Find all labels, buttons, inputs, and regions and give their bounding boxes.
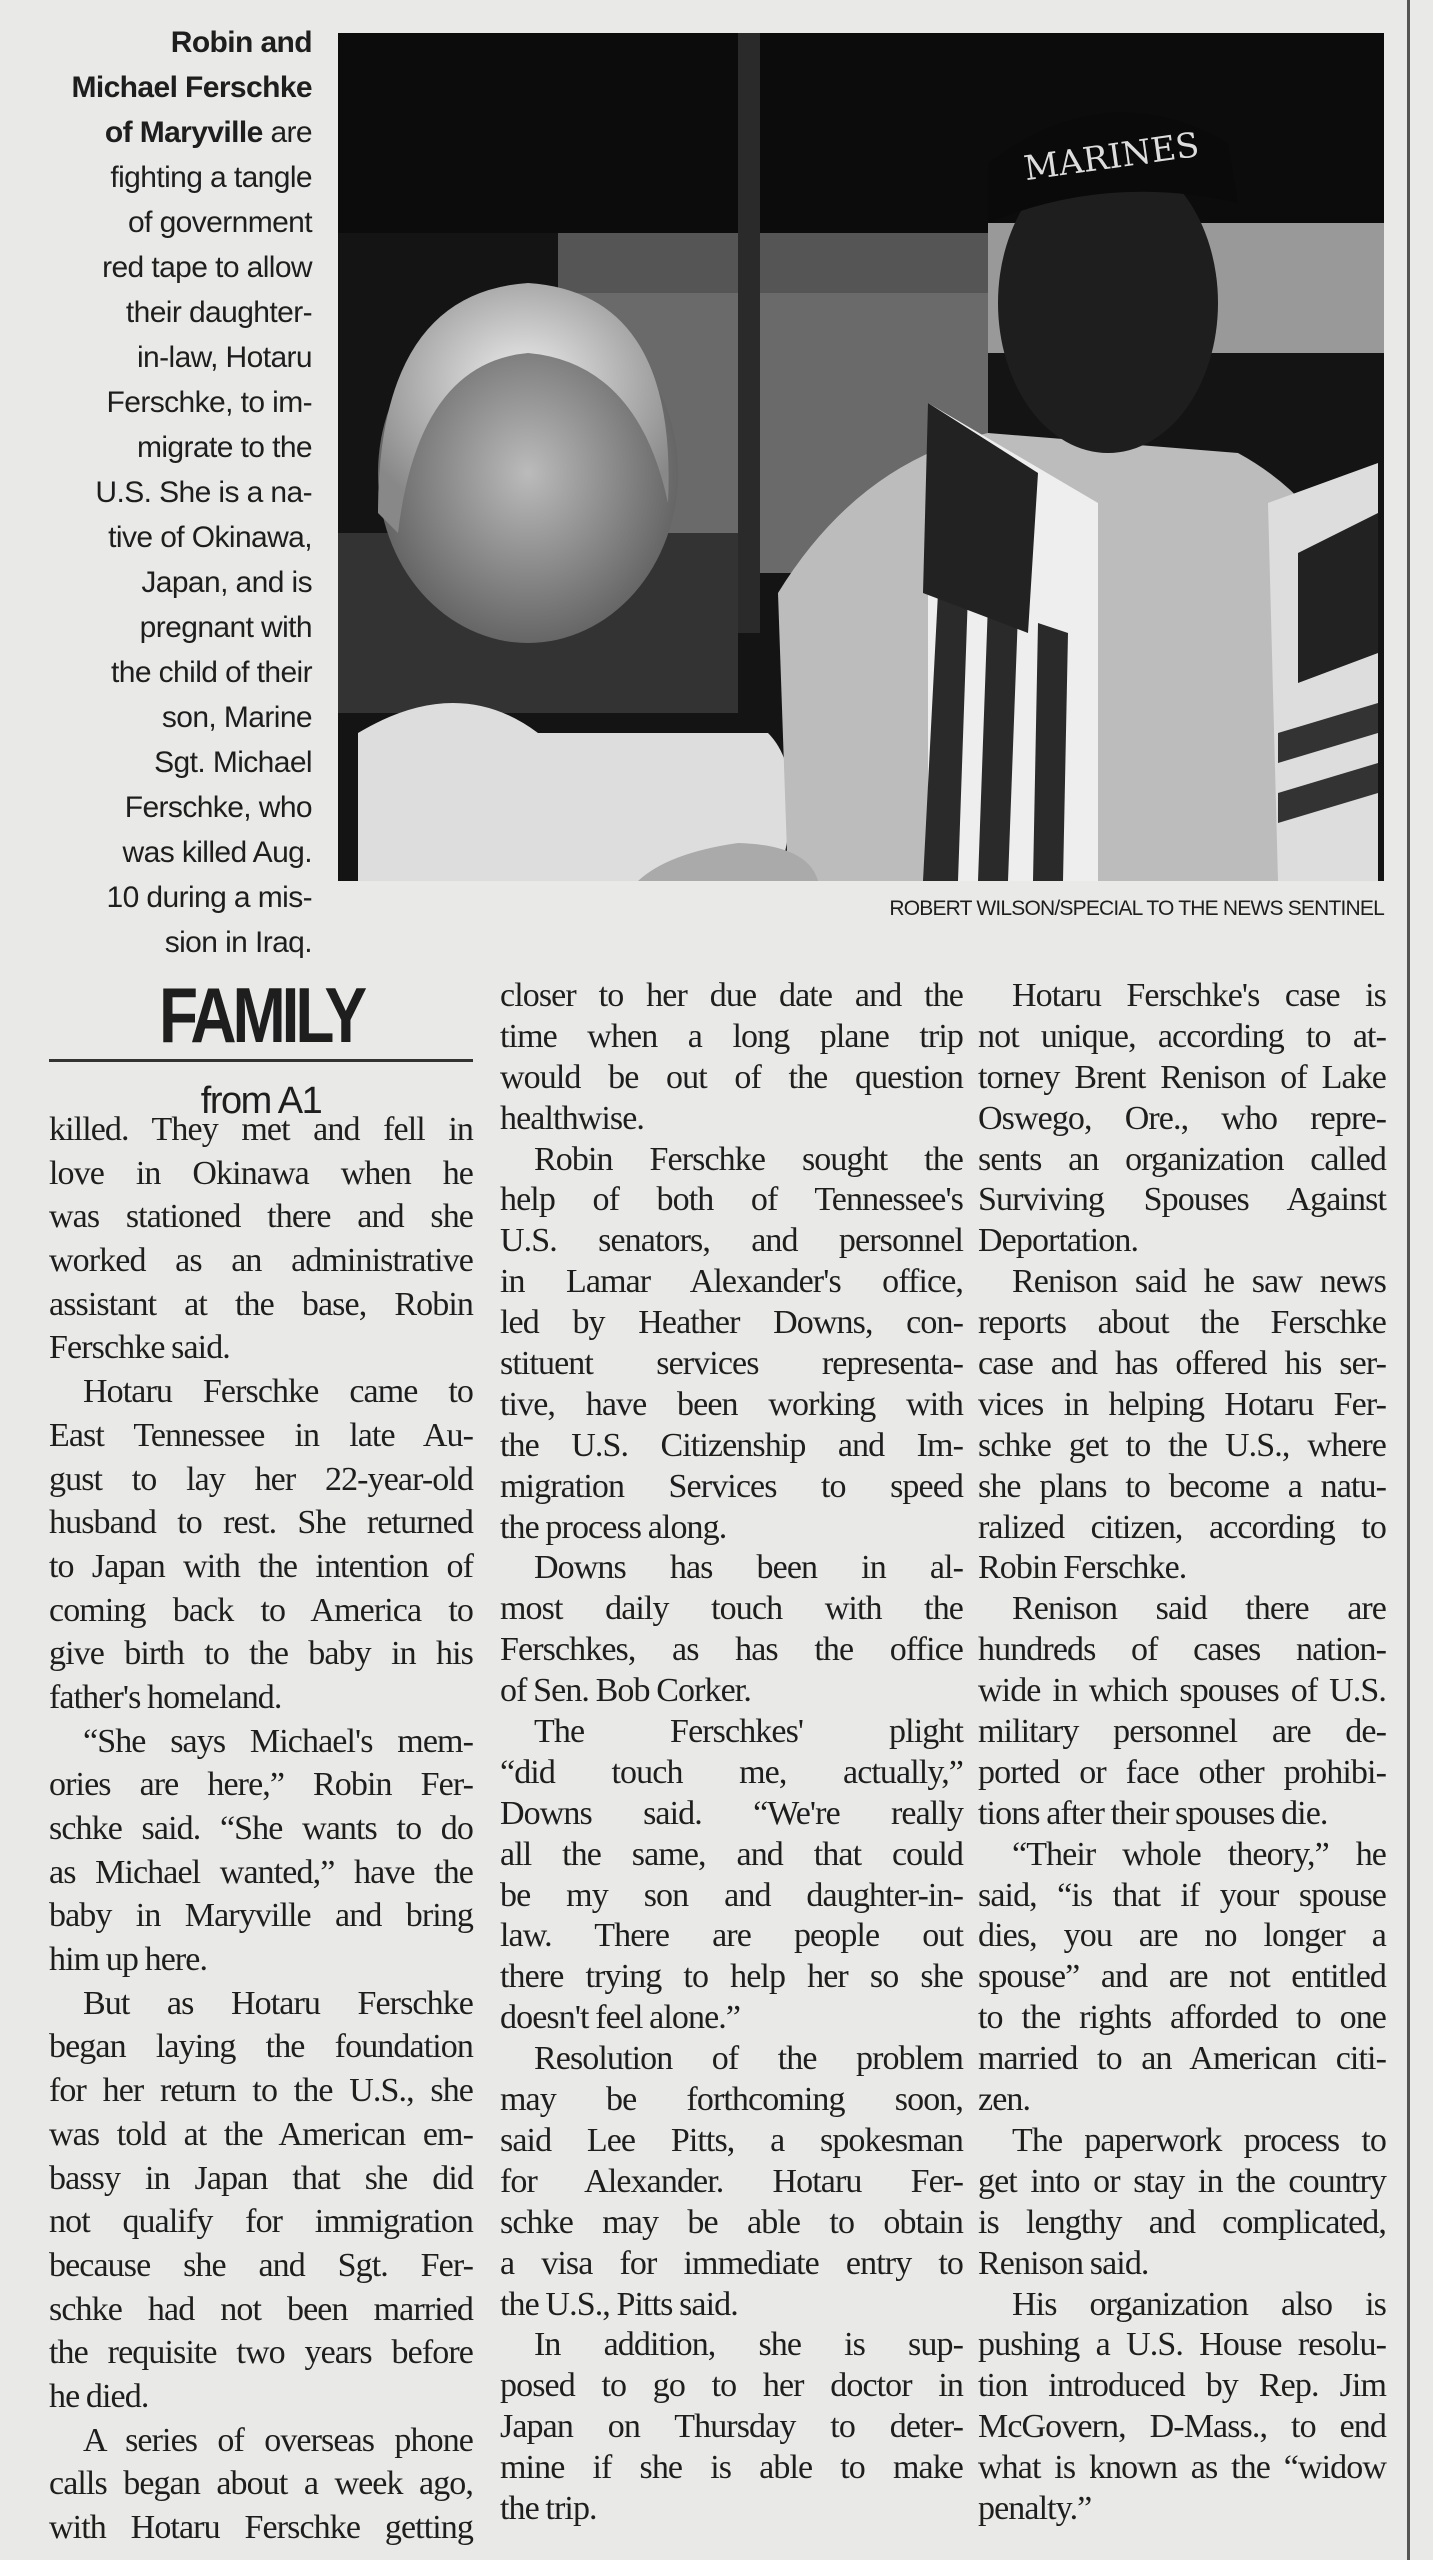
text-line: Renison said. <box>978 2244 1149 2282</box>
text-line: coming back to America to <box>49 1591 473 1629</box>
text-line: schke may be able to obtain <box>500 2203 963 2241</box>
jump-headline: FAMILY <box>158 971 364 1059</box>
text-line: not qualify for immigration <box>49 2203 473 2241</box>
article-column-1 <box>49 1108 473 2550</box>
text-line: closer to her due date and the <box>500 977 963 1014</box>
caption-text: tive of Okinawa, <box>108 521 312 554</box>
photo-image <box>338 33 1384 881</box>
text-line: Robin Ferschke. <box>978 1549 1187 1587</box>
caption-line <box>30 830 312 875</box>
column-rule <box>1407 0 1410 2560</box>
caption-text: 10 during a mis- <box>106 881 312 914</box>
text-line: ories are here,” Robin Fer- <box>49 1766 473 1804</box>
caption-text: son, Marine <box>161 701 312 734</box>
paragraph <box>49 1370 473 1720</box>
text-line: Resolution of the problem <box>534 2040 963 2078</box>
caption-bold-text: Robin and <box>170 26 312 59</box>
text-line: “Their whole theory,” he <box>1012 1835 1386 1873</box>
caption-line <box>30 425 312 470</box>
text-line: hundreds of cases nation- <box>978 1631 1386 1669</box>
caption-bold-text: Michael Ferschke <box>71 71 312 104</box>
text-line: Renison said he saw news <box>1012 1263 1386 1301</box>
text-line: Oswego, Ore., who repre- <box>978 1099 1386 1137</box>
caption-line <box>30 200 312 245</box>
text-line: East Tennessee in late Au- <box>49 1416 473 1454</box>
photo-credit: ROBERT WILSON/SPECIAL TO THE NEWS SENTINEL <box>889 897 1384 920</box>
text-line: schke said. “She wants to do <box>49 1810 473 1847</box>
text-line: baby in Maryville and bring <box>49 1897 473 1935</box>
paragraph <box>49 1720 473 1982</box>
caption-line <box>30 20 312 65</box>
text-line: calls began about a week ago, <box>49 2465 473 2503</box>
caption-text: Japan, and is <box>141 566 312 599</box>
text-line: The paperwork process to <box>1012 2121 1386 2159</box>
text-line: was stationed there and she <box>49 1198 473 1236</box>
text-line: doesn't feel alone.” <box>500 1999 741 2037</box>
text-line: may be forthcoming soon, <box>500 2081 963 2119</box>
text-line: to the rights afforded to one <box>978 1999 1386 2037</box>
caption-line <box>30 920 312 965</box>
text-line: the U.S. Citizenship and Im- <box>500 1426 963 1464</box>
text-line: a visa for immediate entry to <box>500 2244 963 2282</box>
text-line: dies, you are no longer a <box>978 1917 1386 1955</box>
text-line: ralized citizen, according to <box>978 1508 1386 1546</box>
hat-text: MARINES <box>1021 125 1202 190</box>
text-line: he died. <box>49 2377 149 2415</box>
text-line: said, “is that if your spouse <box>978 1876 1386 1914</box>
text-line: healthwise. <box>500 1099 644 1137</box>
text-line: worked as an administrative <box>49 1242 473 1280</box>
caption-line <box>30 155 312 200</box>
text-line: give birth to the baby in his <box>49 1635 473 1673</box>
caption-text: are <box>262 116 312 149</box>
caption-text: was killed Aug. <box>122 836 312 869</box>
text-line: bassy in Japan that she did <box>49 2159 473 2197</box>
text-line: with Hotaru Ferschke getting <box>49 2509 473 2546</box>
text-line: “She says Michael's mem- <box>83 1722 473 1760</box>
text-line: father's homeland. <box>49 1678 282 1716</box>
text-line: for Alexander. Hotaru Fer- <box>500 2162 963 2200</box>
text-line: time when a long plane trip <box>500 1017 963 1055</box>
caption-text: pregnant with <box>139 611 312 644</box>
paragraph <box>500 1140 963 1549</box>
text-line: tive, have been working with <box>500 1385 963 1423</box>
text-line: the process along. <box>500 1508 727 1546</box>
text-line: said Lee Pitts, a spokesman <box>500 2121 963 2159</box>
text-line: Hotaru Ferschke came to <box>83 1373 473 1411</box>
text-line: mine if she is able to make <box>500 2449 963 2487</box>
caption-line <box>30 560 312 605</box>
caption-line <box>30 245 312 290</box>
text-line: ported or face other prohibi- <box>978 1753 1386 1791</box>
text-line: A series of overseas phone <box>83 2421 473 2459</box>
text-line: Downs has been in al- <box>534 1549 963 1587</box>
text-line: because she and Sgt. Fer- <box>49 2246 473 2284</box>
text-line: most daily touch with the <box>500 1590 963 1628</box>
caption-line <box>30 695 312 740</box>
text-line: gust to lay her 22-year-old <box>49 1460 473 1498</box>
caption-text: migrate to the <box>136 431 312 464</box>
text-line: led by Heather Downs, con- <box>500 1304 963 1342</box>
photo-caption <box>30 20 312 965</box>
text-line: Ferschkes, as has the office <box>500 1631 963 1669</box>
text-line: penalty.” <box>978 2489 1092 2527</box>
paragraph <box>978 976 1386 1262</box>
text-line: Robin Ferschke sought the <box>534 1140 963 1178</box>
text-line: sents an organization called <box>978 1140 1386 1178</box>
caption-text: their daughter- <box>125 296 312 329</box>
caption-text: of government <box>128 206 312 239</box>
text-line: posed to go to her doctor in <box>500 2367 963 2405</box>
text-line: reports about the Ferschke <box>978 1304 1386 1342</box>
caption-text: red tape to allow <box>102 251 312 284</box>
text-line: not unique, according to at- <box>978 1017 1386 1055</box>
text-line: stituent services representa- <box>500 1345 963 1383</box>
caption-line <box>30 785 312 830</box>
text-line: But as Hotaru Ferschke <box>83 1984 473 2022</box>
text-line: is lengthy and complicated, <box>978 2203 1386 2241</box>
text-line: was told at the American em- <box>49 2115 473 2153</box>
caption-line <box>30 470 312 515</box>
text-line: get into or stay in the country <box>978 2162 1386 2200</box>
text-line: help of both of Tennessee's <box>500 1181 963 1219</box>
text-line: pushing a U.S. House resolu- <box>978 2326 1386 2364</box>
text-line: “did touch me, actually,” <box>500 1753 963 1791</box>
text-line: the requisite two years before <box>49 2334 473 2372</box>
paragraph <box>978 1589 1386 1834</box>
text-line: as Michael wanted,” have the <box>49 1853 473 1891</box>
paragraph <box>978 2121 1386 2285</box>
caption-line <box>30 740 312 785</box>
text-line: married to an American citi- <box>978 2040 1386 2078</box>
caption-line <box>30 380 312 425</box>
text-line: to Japan with the intention of <box>49 1547 473 1585</box>
paragraph <box>500 1548 963 1712</box>
text-line: spouse” and are not entitled <box>978 1958 1386 1996</box>
text-line: schke had not been married <box>49 2290 473 2328</box>
caption-line <box>30 650 312 695</box>
text-line: In addition, she is sup- <box>534 2326 963 2364</box>
text-line: law. There are people out <box>500 1917 963 1955</box>
text-line: what is known as the “widow <box>978 2449 1386 2487</box>
text-line: migration Services to speed <box>500 1467 963 1505</box>
american-flag-icon <box>1268 463 1378 881</box>
article-column-3 <box>978 976 1386 2530</box>
text-line: Surviving Spouses Against <box>978 1181 1386 1219</box>
text-line: Ferschke said. <box>49 1329 230 1367</box>
text-line: in Lamar Alexander's office, <box>500 1263 963 1301</box>
paragraph <box>49 2419 473 2550</box>
text-line: His organization also is <box>1012 2285 1386 2323</box>
text-line: schke get to the U.S., where <box>978 1426 1386 1464</box>
text-line: the U.S., Pitts said. <box>500 2285 738 2323</box>
text-line: Japan on Thursday to deter- <box>500 2408 963 2446</box>
paragraph <box>500 2039 963 2325</box>
text-line: vices in helping Hotaru Fer- <box>978 1385 1386 1423</box>
text-line: Renison said there are <box>1012 1590 1386 1628</box>
article-column-2 <box>500 976 963 2530</box>
text-line: The Ferschkes' plight <box>534 1713 963 1751</box>
text-line: would be out of the question <box>500 1058 963 1096</box>
text-line: there trying to help her so she <box>500 1958 963 1996</box>
caption-text: U.S. She is a na- <box>95 476 312 509</box>
text-line: wide in which spouses of U.S. <box>978 1672 1386 1710</box>
text-line: military personnel are de- <box>978 1713 1386 1751</box>
divider <box>49 1059 473 1062</box>
text-line: him up here. <box>49 1941 208 1979</box>
caption-line <box>30 110 312 155</box>
text-line: killed. They met and fell in <box>49 1111 473 1148</box>
caption-text: sion in Iraq. <box>164 926 312 959</box>
caption-text: Ferschke, who <box>124 791 312 824</box>
text-line: Downs said. “We're really <box>500 1794 963 1832</box>
caption-line <box>30 515 312 560</box>
caption-line <box>30 605 312 650</box>
caption-line <box>30 335 312 380</box>
paragraph <box>49 1108 473 1370</box>
paragraph <box>500 1712 963 2039</box>
caption-text: in-law, Hotaru <box>136 341 312 374</box>
caption-text: the child of their <box>111 656 312 689</box>
text-line: torney Brent Renison of Lake <box>978 1058 1386 1096</box>
text-line: case and has offered his ser- <box>978 1345 1386 1383</box>
caption-text: Ferschke, to im- <box>106 386 312 419</box>
text-line: she plans to become a natu- <box>978 1467 1386 1505</box>
caption-line <box>30 875 312 920</box>
text-line: U.S. senators, and personnel <box>500 1222 963 1260</box>
text-line: the trip. <box>500 2489 597 2527</box>
paragraph <box>978 1262 1386 1589</box>
text-line: of Sen. Bob Corker. <box>500 1672 751 1710</box>
caption-text: Sgt. Michael <box>154 746 312 779</box>
text-line: for her return to the U.S., she <box>49 2072 473 2110</box>
paragraph <box>49 1982 473 2419</box>
caption-line <box>30 65 312 110</box>
text-line: be my son and daughter-in- <box>500 1876 963 1914</box>
text-line: tion introduced by Rep. Jim <box>978 2367 1386 2405</box>
text-line: McGovern, D-Mass., to end <box>978 2408 1386 2446</box>
jump-source: from A1 <box>200 1080 322 1122</box>
text-line: love in Okinawa when he <box>49 1154 473 1192</box>
caption-bold-text: of Maryville <box>104 116 263 149</box>
news-photo <box>338 33 1384 881</box>
text-line: assistant at the base, Robin <box>49 1285 473 1323</box>
paragraph <box>978 1835 1386 2121</box>
caption-text: fighting a tangle <box>110 161 312 194</box>
text-line: Deportation. <box>978 1222 1139 1260</box>
text-line: tions after their spouses die. <box>978 1794 1328 1832</box>
paragraph <box>978 2285 1386 2530</box>
text-line: began laying the foundation <box>49 2028 473 2066</box>
text-line: Hotaru Ferschke's case is <box>1012 977 1386 1014</box>
caption-line <box>30 290 312 335</box>
paragraph <box>500 976 963 1140</box>
text-line: all the same, and that could <box>500 1835 963 1873</box>
text-line: zen. <box>978 2081 1031 2119</box>
paragraph <box>500 2325 963 2529</box>
text-line: husband to rest. She returned <box>49 1504 473 1542</box>
